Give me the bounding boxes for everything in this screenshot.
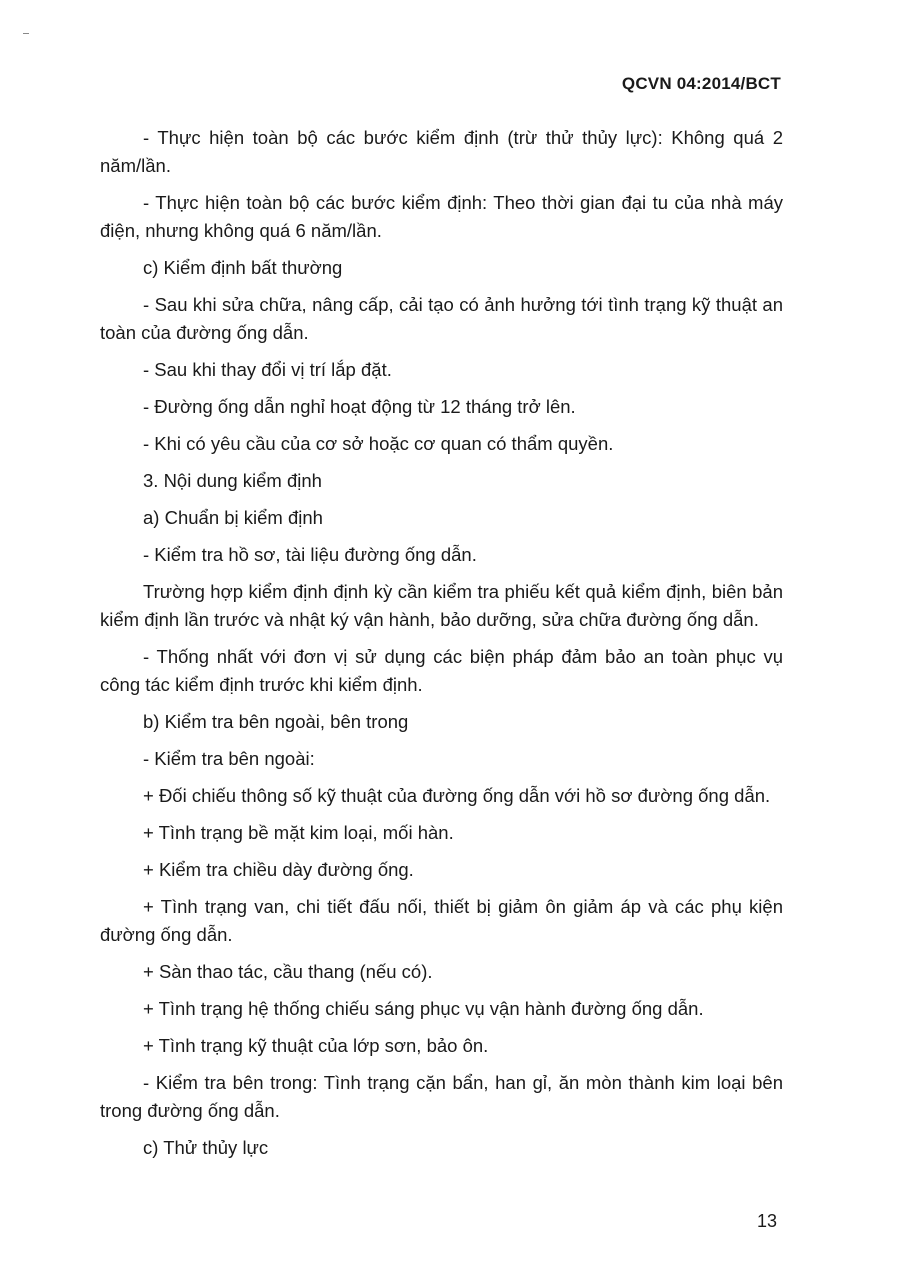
list-item: + Kiểm tra chiều dày đường ống. (143, 859, 414, 880)
paragraph: - Khi có yêu cầu của cơ sở hoặc cơ quan có thẩm quyền. (143, 433, 614, 454)
paragraph: - Kiểm tra hồ sơ, tài liệu đường ống dẫn. (143, 544, 477, 565)
list-item: + Tình trạng kỹ thuật của lớp sơn, bảo ôn. (143, 1035, 489, 1056)
paragraph: - Thực hiện toàn bộ các bước kiểm định (trừ thử thủy lực): Không quá 2 năm/lần. (100, 127, 783, 176)
document-body (100, 124, 783, 1171)
paragraph: - Kiểm tra bên trong: Tình trạng cặn bẩn, han gỉ, ăn mòn thành kim loại bên trong đường ống dẫn. (100, 1072, 783, 1121)
regulation-code-header: QCVN 04:2014/BCT (621, 74, 781, 93)
section-heading: a) Chuẩn bị kiểm định (143, 507, 323, 528)
list-item: + Đối chiếu thông số kỹ thuật của đường ống dẫn với hồ sơ đường ống dẫn. (143, 785, 771, 806)
list-item: + Sàn thao tác, cầu thang (nếu có). (143, 961, 433, 982)
scan-artifact (23, 33, 29, 34)
paragraph: - Thống nhất với đơn vị sử dụng các biện pháp đảm bảo an toàn phục vụ công tác kiểm định trước khi kiểm định. (100, 646, 783, 695)
page-number: 13 (756, 1211, 777, 1231)
paragraph: Trường hợp kiểm định định kỳ cần kiểm tra phiếu kết quả kiểm định, biên bản kiểm định lần trước và nhật ký vận hành, bảo dưỡng, sửa chữa đường ống dẫn. (100, 581, 783, 630)
section-heading: b) Kiểm tra bên ngoài, bên trong (143, 711, 409, 732)
section-heading: 3. Nội dung kiểm định (143, 470, 322, 491)
paragraph: - Sau khi sửa chữa, nâng cấp, cải tạo có ảnh hưởng tới tình trạng kỹ thuật an toàn của đường ống dẫn. (100, 294, 783, 343)
paragraph: - Kiểm tra bên ngoài: (143, 748, 315, 769)
list-item: + Tình trạng van, chi tiết đấu nối, thiết bị giảm ôn giảm áp và các phụ kiện đường ống dẫn. (100, 896, 783, 945)
paragraph: - Sau khi thay đổi vị trí lắp đặt. (143, 359, 392, 380)
paragraph: - Đường ống dẫn nghỉ hoạt động từ 12 tháng trở lên. (143, 396, 576, 417)
list-item: + Tình trạng bề mặt kim loại, mối hàn. (143, 822, 454, 843)
section-heading: c) Kiểm định bất thường (143, 257, 343, 278)
paragraph: - Thực hiện toàn bộ các bước kiểm định: Theo thời gian đại tu của nhà máy điện, nhưng không quá 6 năm/lần. (100, 192, 783, 241)
list-item: + Tình trạng hệ thống chiếu sáng phục vụ vận hành đường ống dẫn. (143, 998, 704, 1019)
section-heading: c) Thử thủy lực (143, 1137, 269, 1158)
